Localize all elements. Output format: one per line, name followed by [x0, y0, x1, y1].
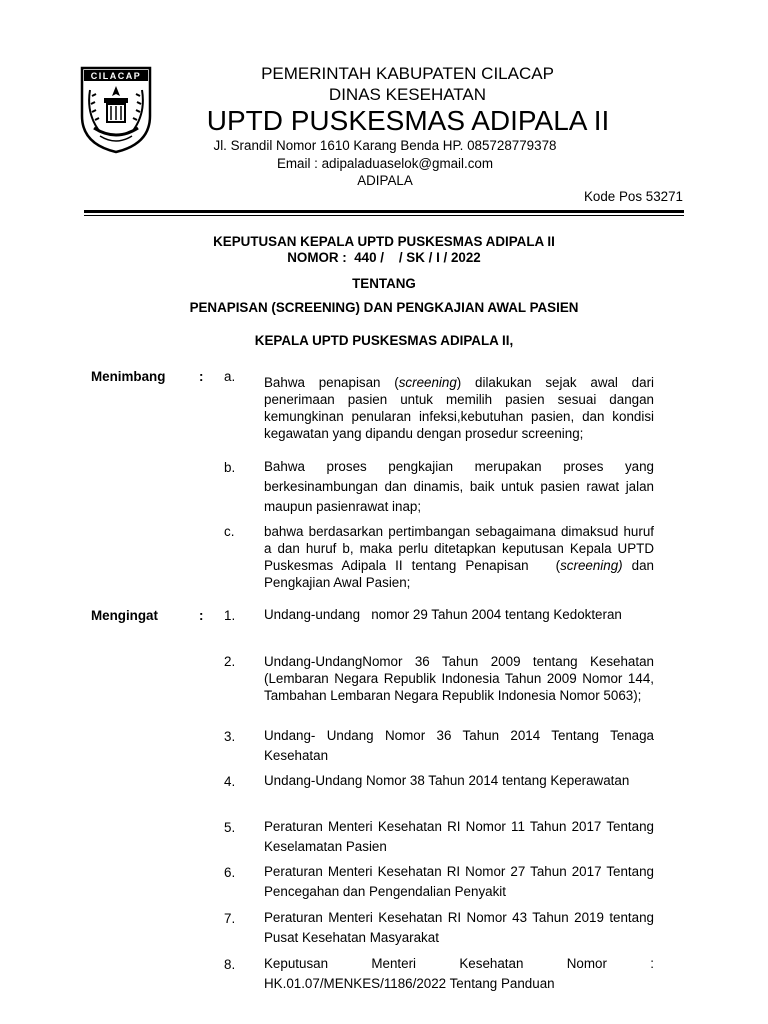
government-name: PEMERINTAH KABUPATEN CILACAP — [261, 64, 554, 83]
department-name: DINAS KESEHATAN — [328, 85, 487, 104]
letterhead-divider-thin — [84, 215, 684, 216]
considering-mark-a: a. — [224, 369, 236, 384]
recalling-item-8: Keputusan Menteri Kesehatan Nomor : HK.01.07/MENKES/1186/2022 Tentang Panduan — [264, 956, 654, 991]
considering-mark-c: c. — [224, 524, 235, 539]
considering-item-c-emphasis: screening) — [560, 558, 623, 573]
decree-number: NOMOR : 440 / / SK / I / 2022 — [287, 250, 481, 265]
considering-item-b: Bahwa proses pengkajian merupakan proses yang berkesinambungan dan dinamis, baik untuk pasien rawat jalan maupun pasienrawat inap; — [264, 459, 654, 514]
considering-colon: : — [199, 369, 204, 384]
considering-item-a — [264, 374, 654, 442]
decree-title: KEPUTUSAN KEPALA UPTD PUSKESMAS ADIPALA II — [213, 234, 555, 249]
office-city: ADIPALA — [357, 173, 413, 188]
recalling-item-1: Undang-undang nomor 29 Tahun 2004 tentang Kedokteran — [264, 607, 622, 622]
recalling-mark-6: 6. — [224, 865, 236, 880]
recalling-item-3: Undang- Undang Nomor 36 Tahun 2014 Tentang Tenaga Kesehatan — [264, 728, 654, 763]
letterhead-divider-thick — [84, 210, 684, 213]
considering-item-c-post: dan Pengkajian Awal Pasien; — [264, 558, 654, 590]
recalling-item-7: Peraturan Menteri Kesehatan RI Nomor 43 Tahun 2019 tentang Pusat Kesehatan Masyarakat — [264, 910, 654, 945]
recalling-mark-8: 8. — [224, 957, 236, 972]
recalling-mark-2: 2. — [224, 654, 236, 669]
recalling-item-5: Peraturan Menteri Kesehatan RI Nomor 11 Tahun 2017 Tentang Keselamatan Pasien — [264, 819, 654, 854]
office-address: Jl. Srandil Nomor 1610 Karang Benda HP. 085728779378 — [213, 138, 557, 153]
recalling-item-2: Undang-UndangNomor 36 Tahun 2009 tentang Kesehatan (Lembaran Negara Republik Indonesia Tahun 2009 Nomor 144, Tambahan Lembaran Negara Republik Indonesia Nomor 5063); — [264, 654, 654, 703]
office-name: UPTD PUSKESMAS ADIPALA II — [206, 105, 610, 136]
decree-about: TENTANG — [352, 276, 416, 291]
decree-subject: PENAPISAN (SCREENING) DAN PENGKAJIAN AWAL PASIEN — [189, 300, 579, 315]
recalling-mark-3: 3. — [224, 729, 236, 744]
cilacap-emblem-icon — [80, 66, 152, 154]
recalling-mark-1: 1. — [224, 608, 236, 623]
decree-issuer: KEPALA UPTD PUSKESMAS ADIPALA II, — [254, 333, 514, 348]
considering-item-a-emphasis: screening — [398, 375, 457, 390]
office-email: Email : adipaladuaselok@gmail.com — [276, 156, 494, 171]
recalling-mark-7: 7. — [224, 911, 236, 926]
regency-logo — [80, 66, 152, 154]
considering-mark-b: b. — [224, 460, 236, 475]
logo-banner-text: CILACAP — [90, 71, 142, 81]
recalling-mark-5: 5. — [224, 820, 236, 835]
considering-item-a-post: ) dilakukan sejak awal dari penerimaan pasien untuk memilih pasien sesuai dangan kemungkinan penularan infeksi,kebutuhan pasien, dan kondisi kegawatan yang dipandu dengan prosedur screening; — [264, 375, 654, 441]
considering-item-c-pre: bahwa berdasarkan pertimbangan sebagaimana dimaksud huruf a dan huruf b, maka perlu ditetapkan keputusan Kepala UPTD Puskesmas Adipala II tentang Penapisan ( — [264, 524, 658, 573]
recalling-mark-4: 4. — [224, 774, 236, 789]
recalling-label: Mengingat — [91, 608, 158, 623]
recalling-item-6: Peraturan Menteri Kesehatan RI Nomor 27 Tahun 2017 Tentang Pencegahan dan Pengendalian Penyakit — [264, 864, 654, 899]
postal-code: Kode Pos 53271 — [583, 189, 683, 204]
considering-item-a-pre: Bahwa penapisan ( — [264, 375, 399, 390]
recalling-colon: : — [199, 608, 204, 623]
considering-label: Menimbang — [91, 369, 166, 384]
considering-item-c — [264, 523, 658, 591]
recalling-item-4: Undang-Undang Nomor 38 Tahun 2014 tentang Keperawatan — [264, 773, 630, 788]
